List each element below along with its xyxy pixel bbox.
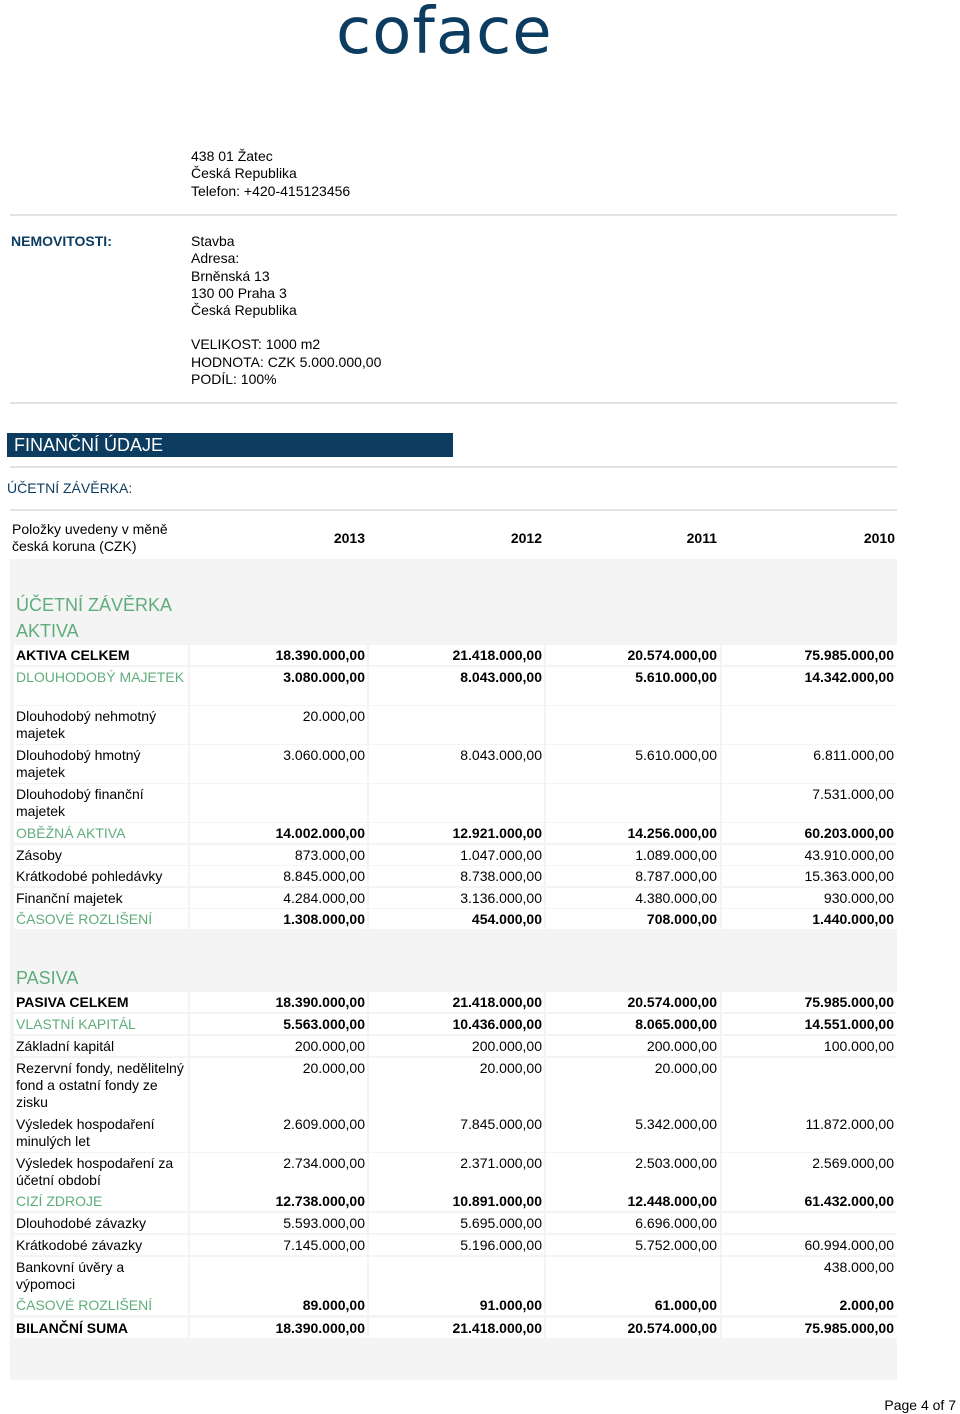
- year-header: 2011: [686, 530, 717, 546]
- year-header: 2012: [510, 530, 542, 546]
- value-cell: 89.000,00: [302, 1297, 365, 1313]
- value-cell: 60.203.000,00: [804, 825, 894, 841]
- value-cell: 12.738.000,00: [275, 1193, 365, 1209]
- value-cell: 60.994.000,00: [804, 1237, 894, 1253]
- table-row: [14, 888, 897, 908]
- table-row: [14, 1295, 897, 1315]
- value-cell: 1.047.000,00: [460, 847, 542, 863]
- value-cell: 930.000,00: [823, 890, 894, 906]
- value-cell: 20.000,00: [302, 708, 365, 724]
- value-cell: 5.610.000,00: [635, 669, 717, 685]
- property-details: [191, 233, 381, 388]
- value-cell: 8.845.000,00: [283, 868, 365, 884]
- row-label: CIZÍ ZDROJE: [16, 1193, 103, 1209]
- value-cell: 61.432.000,00: [804, 1193, 894, 1209]
- value-cell: 14.002.000,00: [275, 825, 365, 841]
- row-label: Bankovní úvěry a výpomoci: [16, 1259, 125, 1292]
- value-cell: 5.610.000,00: [635, 747, 717, 763]
- value-cell: 2.734.000,00: [283, 1155, 365, 1171]
- value-cell: 14.256.000,00: [627, 825, 717, 841]
- value-cell: 5.695.000,00: [460, 1215, 542, 1231]
- coface-logo: [336, 0, 568, 69]
- value-cell: 14.551.000,00: [804, 1016, 894, 1032]
- currency-note-line: Položky uvedeny v měně: [12, 521, 168, 537]
- table-row: [14, 706, 897, 744]
- value-cell: 3.136.000,00: [460, 890, 542, 906]
- value-cell: 454.000,00: [471, 911, 542, 927]
- value-cell: 2.503.000,00: [635, 1155, 717, 1171]
- value-cell: 7.531.000,00: [812, 786, 894, 802]
- table-row: [14, 1191, 897, 1211]
- row-label: ČASOVÉ ROZLIŠENÍ: [16, 1297, 153, 1313]
- year-header: 2010: [863, 530, 895, 546]
- table-row: [14, 845, 897, 865]
- table-row: [14, 823, 897, 843]
- value-cell: 8.738.000,00: [460, 868, 542, 884]
- row-label: Dlouhodobý hmotný majetek: [16, 747, 141, 780]
- value-cell: 20.574.000,00: [627, 647, 717, 663]
- value-cell: 100.000,00: [823, 1038, 894, 1054]
- row-label: Finanční majetek: [16, 890, 123, 906]
- row-label: OBĚŽNÁ AKTIVA: [16, 825, 126, 841]
- value-cell: 2.569.000,00: [812, 1155, 894, 1171]
- row-label: BILANČNÍ SUMA: [16, 1320, 128, 1336]
- value-cell: 10.891.000,00: [452, 1193, 542, 1209]
- value-cell: 20.574.000,00: [627, 1320, 717, 1336]
- value-cell: 5.196.000,00: [460, 1237, 542, 1253]
- value-cell: 873.000,00: [294, 847, 365, 863]
- value-cell: 3.060.000,00: [283, 747, 365, 763]
- value-cell: 5.752.000,00: [635, 1237, 717, 1253]
- value-cell: 6.696.000,00: [635, 1215, 717, 1231]
- property-line: 130 00 Praha 3: [191, 284, 287, 301]
- property-label: NEMOVITOSTI:: [11, 233, 112, 249]
- row-label: DLOUHODOBÝ MAJETEK: [16, 669, 185, 685]
- value-cell: 14.342.000,00: [804, 669, 894, 685]
- table-row: [14, 667, 897, 705]
- table-row: [14, 992, 897, 1012]
- table-row: [14, 909, 897, 929]
- value-cell: 18.390.000,00: [275, 1320, 365, 1336]
- value-cell: 43.910.000,00: [804, 847, 894, 863]
- row-label: Krátkodobé pohledávky: [16, 868, 163, 884]
- value-cell: 5.593.000,00: [283, 1215, 365, 1231]
- table-row: [14, 1257, 897, 1295]
- value-cell: 708.000,00: [646, 911, 717, 927]
- table-row: [14, 1114, 897, 1152]
- value-cell: 5.342.000,00: [635, 1116, 717, 1132]
- property-line: Adresa:: [191, 250, 240, 267]
- divider: [10, 509, 897, 511]
- table-row: [14, 1036, 897, 1056]
- row-label: ČASOVÉ ROZLIŠENÍ: [16, 911, 153, 927]
- table-row: [14, 1153, 897, 1191]
- table-row: [14, 1235, 897, 1255]
- row-label: Rezervní fondy, nedělitelný fond a ostatní fondy ze zisku: [16, 1060, 184, 1110]
- pasiva-title: PASIVA: [16, 968, 79, 988]
- value-cell: 5.563.000,00: [283, 1016, 365, 1032]
- aktiva-title: AKTIVA: [16, 621, 79, 641]
- page-number: Page 4 of 7: [884, 1397, 956, 1413]
- property-line: Stavba: [191, 233, 235, 249]
- property-value: HODNOTA: CZK 5.000.000,00: [191, 353, 382, 370]
- value-cell: 8.043.000,00: [460, 747, 542, 763]
- value-cell: 75.985.000,00: [804, 994, 894, 1010]
- value-cell: 8.065.000,00: [635, 1016, 717, 1032]
- value-cell: 200.000,00: [646, 1038, 717, 1054]
- value-cell: 21.418.000,00: [452, 1320, 542, 1336]
- value-cell: 12.448.000,00: [627, 1193, 717, 1209]
- company-address: [191, 148, 350, 200]
- value-cell: 4.284.000,00: [283, 890, 365, 906]
- value-cell: 7.845.000,00: [460, 1116, 542, 1132]
- property-share: PODÍL: 100%: [191, 371, 277, 388]
- value-cell: 2.000,00: [839, 1297, 894, 1313]
- row-label: Zásoby: [16, 847, 62, 863]
- property-line: Česká Republika: [191, 302, 297, 319]
- value-cell: 20.000,00: [302, 1060, 365, 1076]
- value-cell: 11.872.000,00: [805, 1116, 894, 1132]
- address-line: Česká Republika: [191, 165, 297, 182]
- divider: [10, 214, 897, 216]
- logo-text: coface: [336, 0, 553, 69]
- table-row: [14, 1014, 897, 1034]
- value-cell: 1.440.000,00: [812, 911, 894, 927]
- row-label: Výsledek hospodaření za účetní období: [16, 1155, 174, 1188]
- value-cell: 1.089.000,00: [635, 847, 717, 863]
- value-cell: 1.308.000,00: [283, 911, 365, 927]
- value-cell: 7.145.000,00: [283, 1237, 365, 1253]
- value-cell: 200.000,00: [294, 1038, 365, 1054]
- currency-note-line: česká koruna (CZK): [12, 538, 137, 554]
- row-label: VLASTNÍ KAPITÁL: [16, 1016, 136, 1032]
- value-cell: 21.418.000,00: [452, 994, 542, 1010]
- value-cell: 21.418.000,00: [452, 647, 542, 663]
- property-size: VELIKOST: 1000 m2: [191, 336, 321, 353]
- table-row: [14, 1318, 897, 1338]
- value-cell: 8.787.000,00: [635, 868, 717, 884]
- currency-note: [12, 521, 168, 555]
- table-row: [14, 1213, 897, 1233]
- value-cell: 6.811.000,00: [813, 747, 894, 763]
- value-cell: 12.921.000,00: [452, 825, 542, 841]
- row-label: Dlouhodobé závazky: [16, 1215, 146, 1231]
- financial-section-header: FINANČNÍ ÚDAJE: [7, 433, 453, 457]
- value-cell: 20.574.000,00: [627, 994, 717, 1010]
- table-row: [14, 745, 897, 783]
- table-row: [14, 645, 897, 665]
- divider: [10, 402, 897, 404]
- address-line: 438 01 Žatec: [191, 148, 273, 164]
- table-title: ÚČETNÍ ZÁVĚRKA: [16, 595, 173, 615]
- value-cell: 75.985.000,00: [804, 1320, 894, 1336]
- value-cell: 15.363.000,00: [804, 868, 894, 884]
- table-row: [14, 1058, 897, 1114]
- table-row: [14, 866, 897, 886]
- value-cell: 4.380.000,00: [635, 890, 717, 906]
- row-label: Dlouhodobý finanční majetek: [16, 786, 144, 819]
- row-label: PASIVA CELKEM: [16, 994, 129, 1010]
- value-cell: 20.000,00: [654, 1060, 717, 1076]
- divider: [10, 466, 897, 468]
- row-label: Základní kapitál: [16, 1038, 115, 1054]
- financial-statement-subheading: ÚČETNÍ ZÁVĚRKA:: [7, 480, 133, 496]
- value-cell: 18.390.000,00: [275, 647, 365, 663]
- value-cell: 75.985.000,00: [804, 647, 894, 663]
- balance-sheet-table: [10, 559, 897, 1380]
- year-header: 2013: [333, 530, 365, 546]
- row-label: Výsledek hospodaření minulých let: [16, 1116, 155, 1149]
- value-cell: 91.000,00: [479, 1297, 542, 1313]
- address-line: Telefon: +420-415123456: [191, 182, 351, 199]
- value-cell: 61.000,00: [654, 1297, 717, 1313]
- row-label: Krátkodobé závazky: [16, 1237, 143, 1253]
- row-label: Dlouhodobý nehmotný majetek: [16, 708, 157, 741]
- table-row: [14, 784, 897, 822]
- value-cell: 2.371.000,00: [460, 1155, 542, 1171]
- value-cell: 3.080.000,00: [283, 669, 365, 685]
- value-cell: 10.436.000,00: [452, 1016, 542, 1032]
- value-cell: 20.000,00: [479, 1060, 542, 1076]
- value-cell: 8.043.000,00: [460, 669, 542, 685]
- value-cell: 18.390.000,00: [275, 994, 365, 1010]
- property-line: Brněnská 13: [191, 267, 270, 284]
- value-cell: 200.000,00: [471, 1038, 542, 1054]
- row-label: AKTIVA CELKEM: [16, 647, 130, 663]
- value-cell: 2.609.000,00: [283, 1116, 365, 1132]
- value-cell: 438.000,00: [823, 1259, 894, 1275]
